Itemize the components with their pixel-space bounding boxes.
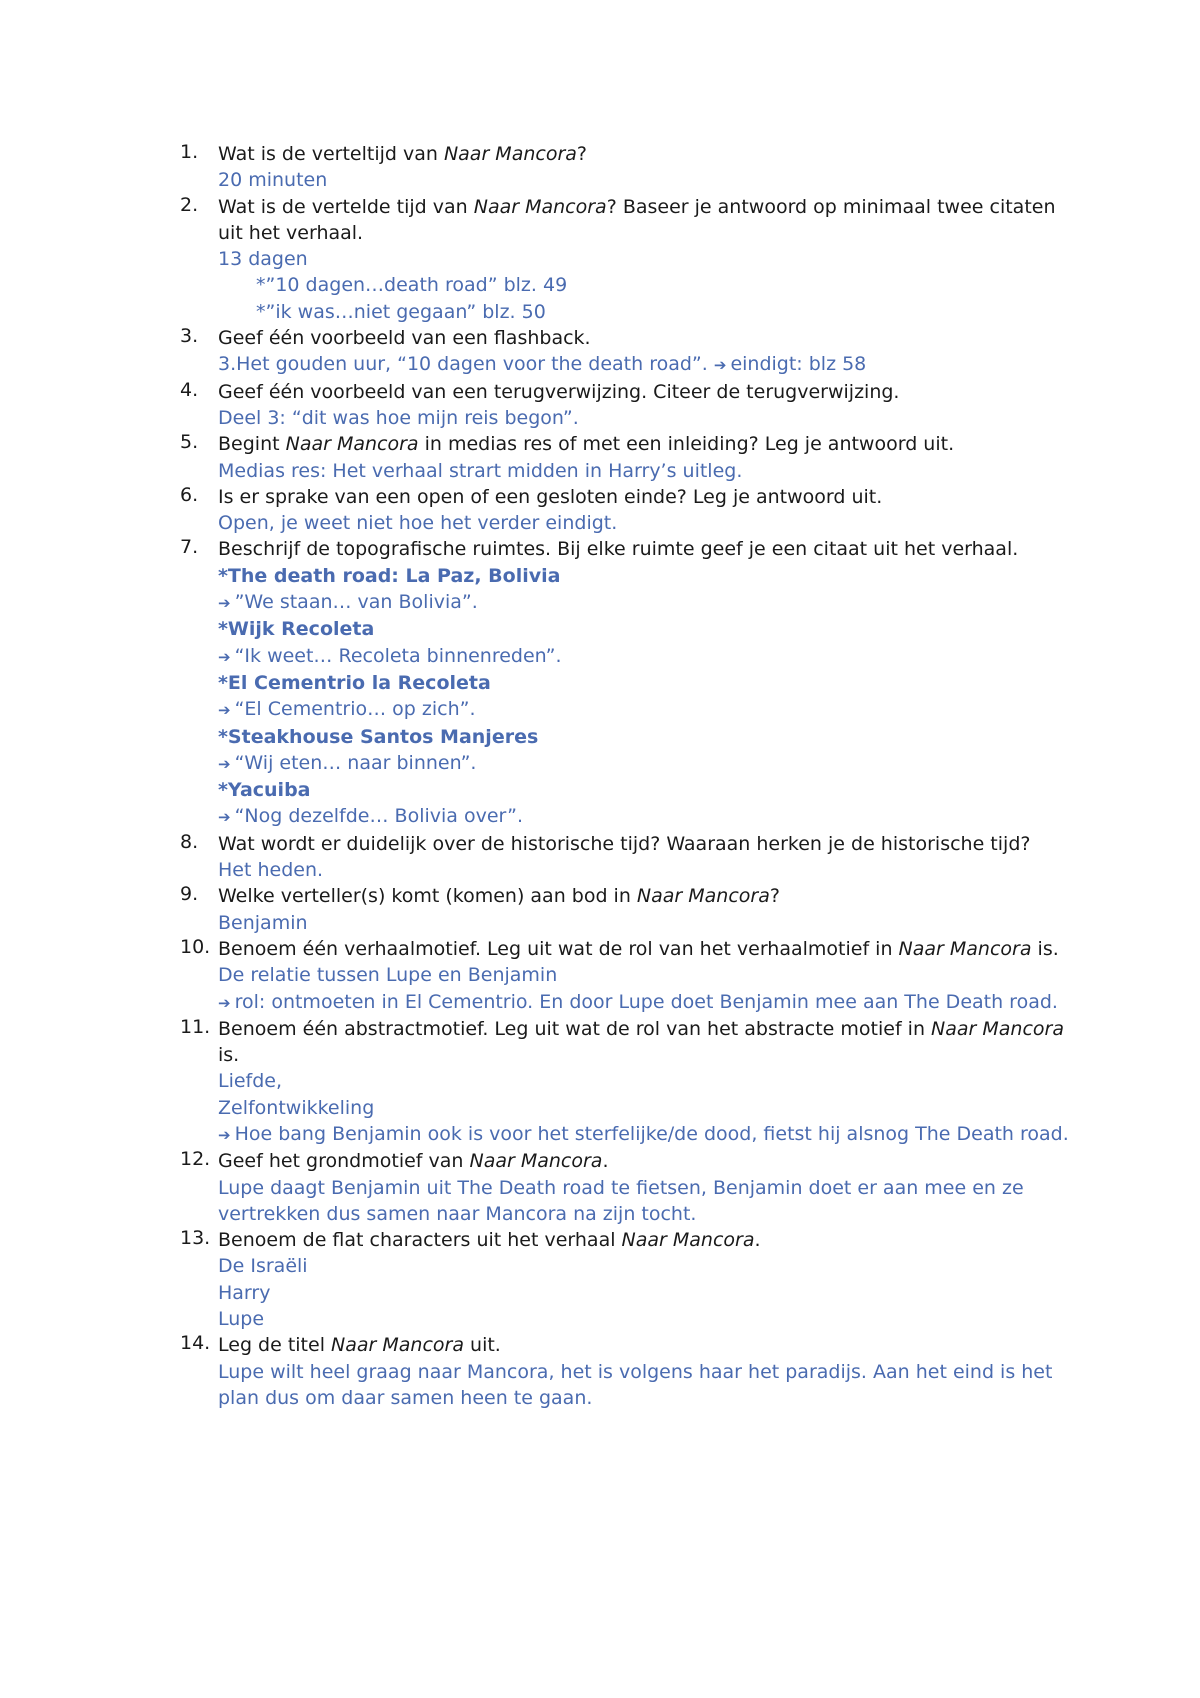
- answer-line: [218, 1306, 1080, 1332]
- answer-line: [218, 272, 1080, 298]
- question-item: [0, 1227, 1080, 1332]
- question-text-part: Geef één voorbeeld van een terugverwijzing. Citeer de terugverwijzing.: [218, 380, 900, 403]
- answer-line: [218, 910, 1080, 936]
- answer-text: “Wij eten… naar binnen”.: [234, 751, 477, 774]
- question-text-part: Benoem de flat characters uit het verhaal: [218, 1229, 622, 1252]
- answer-line: [218, 989, 1080, 1016]
- answer-text: Lupe wilt heel graag naar Mancora, het is volgens haar het paradijs. Aan het eind is het plan dus om daar samen heen te gaan.: [218, 1360, 1053, 1409]
- arrow-icon: ➔: [218, 701, 231, 720]
- question-item: [0, 831, 1080, 884]
- question-number: 2.: [180, 193, 199, 216]
- question-text-part: Wat is de vertelde tijd van: [218, 195, 474, 218]
- question-item: [0, 194, 1080, 325]
- question-number: 11.: [180, 1015, 211, 1038]
- question-item: [0, 1332, 1080, 1411]
- answer-line: [218, 299, 1080, 325]
- question-number: 3.: [180, 325, 199, 348]
- answer-text: Het heden.: [218, 859, 324, 882]
- answer-line: [218, 405, 1080, 431]
- arrow-icon: ➔: [713, 356, 727, 375]
- question-list: [0, 141, 1080, 1411]
- question-text: [218, 936, 1080, 962]
- answer-text: *The death road: La Paz, Bolivia: [218, 564, 561, 587]
- answer-text: “El Cementrio… op zich”.: [234, 698, 476, 721]
- answer-line: [218, 1121, 1080, 1148]
- answer-text: Benjamin: [218, 911, 308, 934]
- answer-text: Hoe bang Benjamin ook is voor het sterfelijke/de dood, fietst hij alsnog The Death road.: [234, 1122, 1069, 1145]
- book-title: Naar Mancora: [473, 195, 607, 218]
- question-item: [0, 431, 1080, 484]
- answer-text: Medias res: Het verhaal strart midden in Harry’s uitleg.: [218, 459, 743, 482]
- question-text-part: ?: [576, 143, 588, 165]
- question-text: [218, 431, 1080, 457]
- answer-location-heading: [218, 616, 1080, 642]
- question-item: [0, 1148, 1080, 1227]
- book-title: Naar Mancora: [621, 1229, 755, 1252]
- arrow-icon: ➔: [218, 594, 231, 613]
- question-item: [0, 883, 1080, 936]
- question-text-part: Welke verteller(s) komt (komen) aan bod in: [218, 885, 637, 908]
- question-text-part: Begint: [218, 433, 286, 456]
- question-text-part: is.: [1031, 937, 1059, 960]
- answer-text: rol: ontmoeten in El Cementrio. En door Lupe doet Benjamin mee aan The Death road.: [234, 990, 1058, 1013]
- question-text: [218, 1227, 1080, 1253]
- question-number: 9.: [180, 883, 199, 906]
- answer-text: De relatie tussen Lupe en Benjamin: [218, 964, 558, 987]
- answer-line: [218, 1175, 1080, 1228]
- question-text-part: Benoem één abstractmotief. Leg uit wat de rol van het abstracte motief in: [218, 1017, 932, 1040]
- answer-text: *El Cementrio la Recoleta: [218, 671, 491, 694]
- question-text: [218, 1332, 1080, 1358]
- answer-text: Harry: [218, 1281, 271, 1304]
- answer-text: 13 dagen: [218, 248, 308, 271]
- answer-line: [218, 510, 1080, 536]
- question-text: [218, 379, 1080, 405]
- question-text-part: Benoem één verhaalmotief. Leg uit wat de rol van het verhaalmotief in: [218, 937, 899, 960]
- answer-line: [218, 1359, 1080, 1412]
- question-item: [0, 536, 1080, 830]
- question-number: 10.: [180, 935, 211, 958]
- answer-text: “Ik weet… Recoleta binnenreden”.: [234, 644, 562, 667]
- answer-text: Zelfontwikkeling: [218, 1096, 375, 1119]
- book-title: Naar Mancora: [285, 433, 419, 456]
- question-text: [218, 194, 1080, 247]
- question-text-part: uit.: [464, 1334, 501, 1357]
- question-text: [218, 141, 1080, 167]
- answer-text: Liefde,: [218, 1070, 283, 1093]
- book-title: Naar Mancora: [443, 143, 577, 165]
- question-text: [218, 883, 1080, 909]
- book-title: Naar Mancora: [898, 937, 1032, 960]
- question-text-part: Geef het grondmotief van: [218, 1150, 470, 1173]
- answer-text: *”10 dagen…death road” blz. 49: [256, 274, 568, 297]
- question-number: 12.: [180, 1148, 211, 1171]
- answer-text: *Wijk Recoleta: [218, 618, 375, 641]
- book-title: Naar Mancora: [469, 1150, 603, 1173]
- question-text: [218, 536, 1080, 562]
- book-title: Naar Mancora: [931, 1017, 1065, 1040]
- question-text: [218, 325, 1080, 351]
- question-item: [0, 484, 1080, 537]
- question-number: 7.: [180, 536, 199, 559]
- question-item: [0, 1016, 1080, 1148]
- answer-line: [218, 803, 1080, 830]
- answer-line: [218, 167, 1080, 193]
- arrow-icon: ➔: [218, 808, 231, 827]
- answer-text: Lupe: [218, 1308, 265, 1331]
- answer-location-heading: [218, 563, 1080, 589]
- answer-text: De Israëli: [218, 1255, 308, 1278]
- question-text-part: Geef één voorbeeld van een flashback.: [218, 327, 591, 350]
- question-item: [0, 379, 1080, 432]
- question-number: 1.: [180, 141, 199, 163]
- answer-line: [218, 351, 1080, 378]
- answer-line: [218, 696, 1080, 723]
- answer-line: [218, 1253, 1080, 1279]
- question-text-part: Wat is de verteltijd van: [218, 143, 444, 165]
- question-text-part: ?: [769, 885, 780, 908]
- question-item: [0, 325, 1080, 379]
- answer-text: ”We staan… van Bolivia”.: [234, 591, 478, 614]
- answer-text: Deel 3: “dit was hoe mijn reis begon”.: [218, 406, 579, 429]
- arrow-icon: ➔: [218, 993, 231, 1012]
- answer-text: “Nog dezelfde… Bolivia over”.: [234, 805, 524, 828]
- answer-line: [218, 589, 1080, 616]
- answer-text: *”ik was…niet gegaan” blz. 50: [256, 300, 546, 323]
- answer-location-heading: [218, 670, 1080, 696]
- answer-line: [218, 750, 1080, 777]
- question-text-part: .: [754, 1229, 761, 1252]
- question-number: 4.: [180, 378, 199, 401]
- question-text: [218, 484, 1080, 510]
- question-text: [218, 1016, 1080, 1069]
- question-number: 8.: [180, 830, 199, 853]
- answer-text: 3.Het gouden uur, “10 dagen voor the death road”.: [218, 353, 714, 376]
- answer-text: 20 minuten: [218, 169, 328, 192]
- answer-line: [218, 458, 1080, 484]
- question-number: 13.: [180, 1227, 211, 1250]
- question-text-part: Leg de titel: [218, 1334, 332, 1357]
- question-item: [0, 141, 1080, 194]
- answer-text: Lupe daagt Benjamin uit The Death road te fietsen, Benjamin doet er aan mee en ze vertrekken dus samen naar Mancora na zijn tocht.: [218, 1176, 1024, 1225]
- arrow-icon: ➔: [218, 647, 231, 666]
- answer-line: [218, 643, 1080, 670]
- answer-text: Open, je weet niet hoe het verder eindigt.: [218, 512, 618, 535]
- answer-line: [218, 1068, 1080, 1094]
- question-text-part: Beschrijf de topografische ruimtes. Bij elke ruimte geef je een citaat uit het verhaal.: [218, 538, 1019, 561]
- answer-text: *Yacuiba: [218, 779, 311, 802]
- question-text: [218, 1148, 1080, 1174]
- arrow-icon: ➔: [218, 1125, 231, 1144]
- answer-line: [218, 1095, 1080, 1121]
- question-text-part: .: [602, 1150, 609, 1173]
- answer-line: [218, 962, 1080, 988]
- answer-location-heading: [218, 724, 1080, 750]
- answer-text-after-arrow: eindigt: blz 58: [730, 353, 867, 376]
- question-text-part: in medias res of met een inleiding? Leg je antwoord uit.: [418, 433, 955, 456]
- question-number: 5.: [180, 431, 199, 454]
- answer-location-heading: [218, 777, 1080, 803]
- answer-line: [218, 246, 1080, 272]
- question-number: 14.: [180, 1332, 211, 1355]
- question-number: 6.: [180, 483, 199, 506]
- answer-text: *Steakhouse Santos Manjeres: [218, 725, 539, 748]
- answer-line: [218, 1280, 1080, 1306]
- question-text-part: is.: [218, 1044, 240, 1067]
- question-text-part: Wat wordt er duidelijk over de historische tijd? Waaraan herken je de historische tijd?: [218, 832, 1031, 855]
- question-text-part: ? Baseer je antwoord op minimaal twee citaten uit het verhaal.: [218, 195, 1056, 244]
- arrow-icon: ➔: [218, 754, 231, 773]
- question-item: [0, 936, 1080, 1016]
- question-text-part: Is er sprake van een open of een gesloten einde? Leg je antwoord uit.: [218, 485, 883, 508]
- book-title: Naar Mancora: [331, 1334, 464, 1357]
- answer-line: [218, 857, 1080, 883]
- question-text: [218, 831, 1080, 857]
- book-title: Naar Mancora: [636, 885, 770, 908]
